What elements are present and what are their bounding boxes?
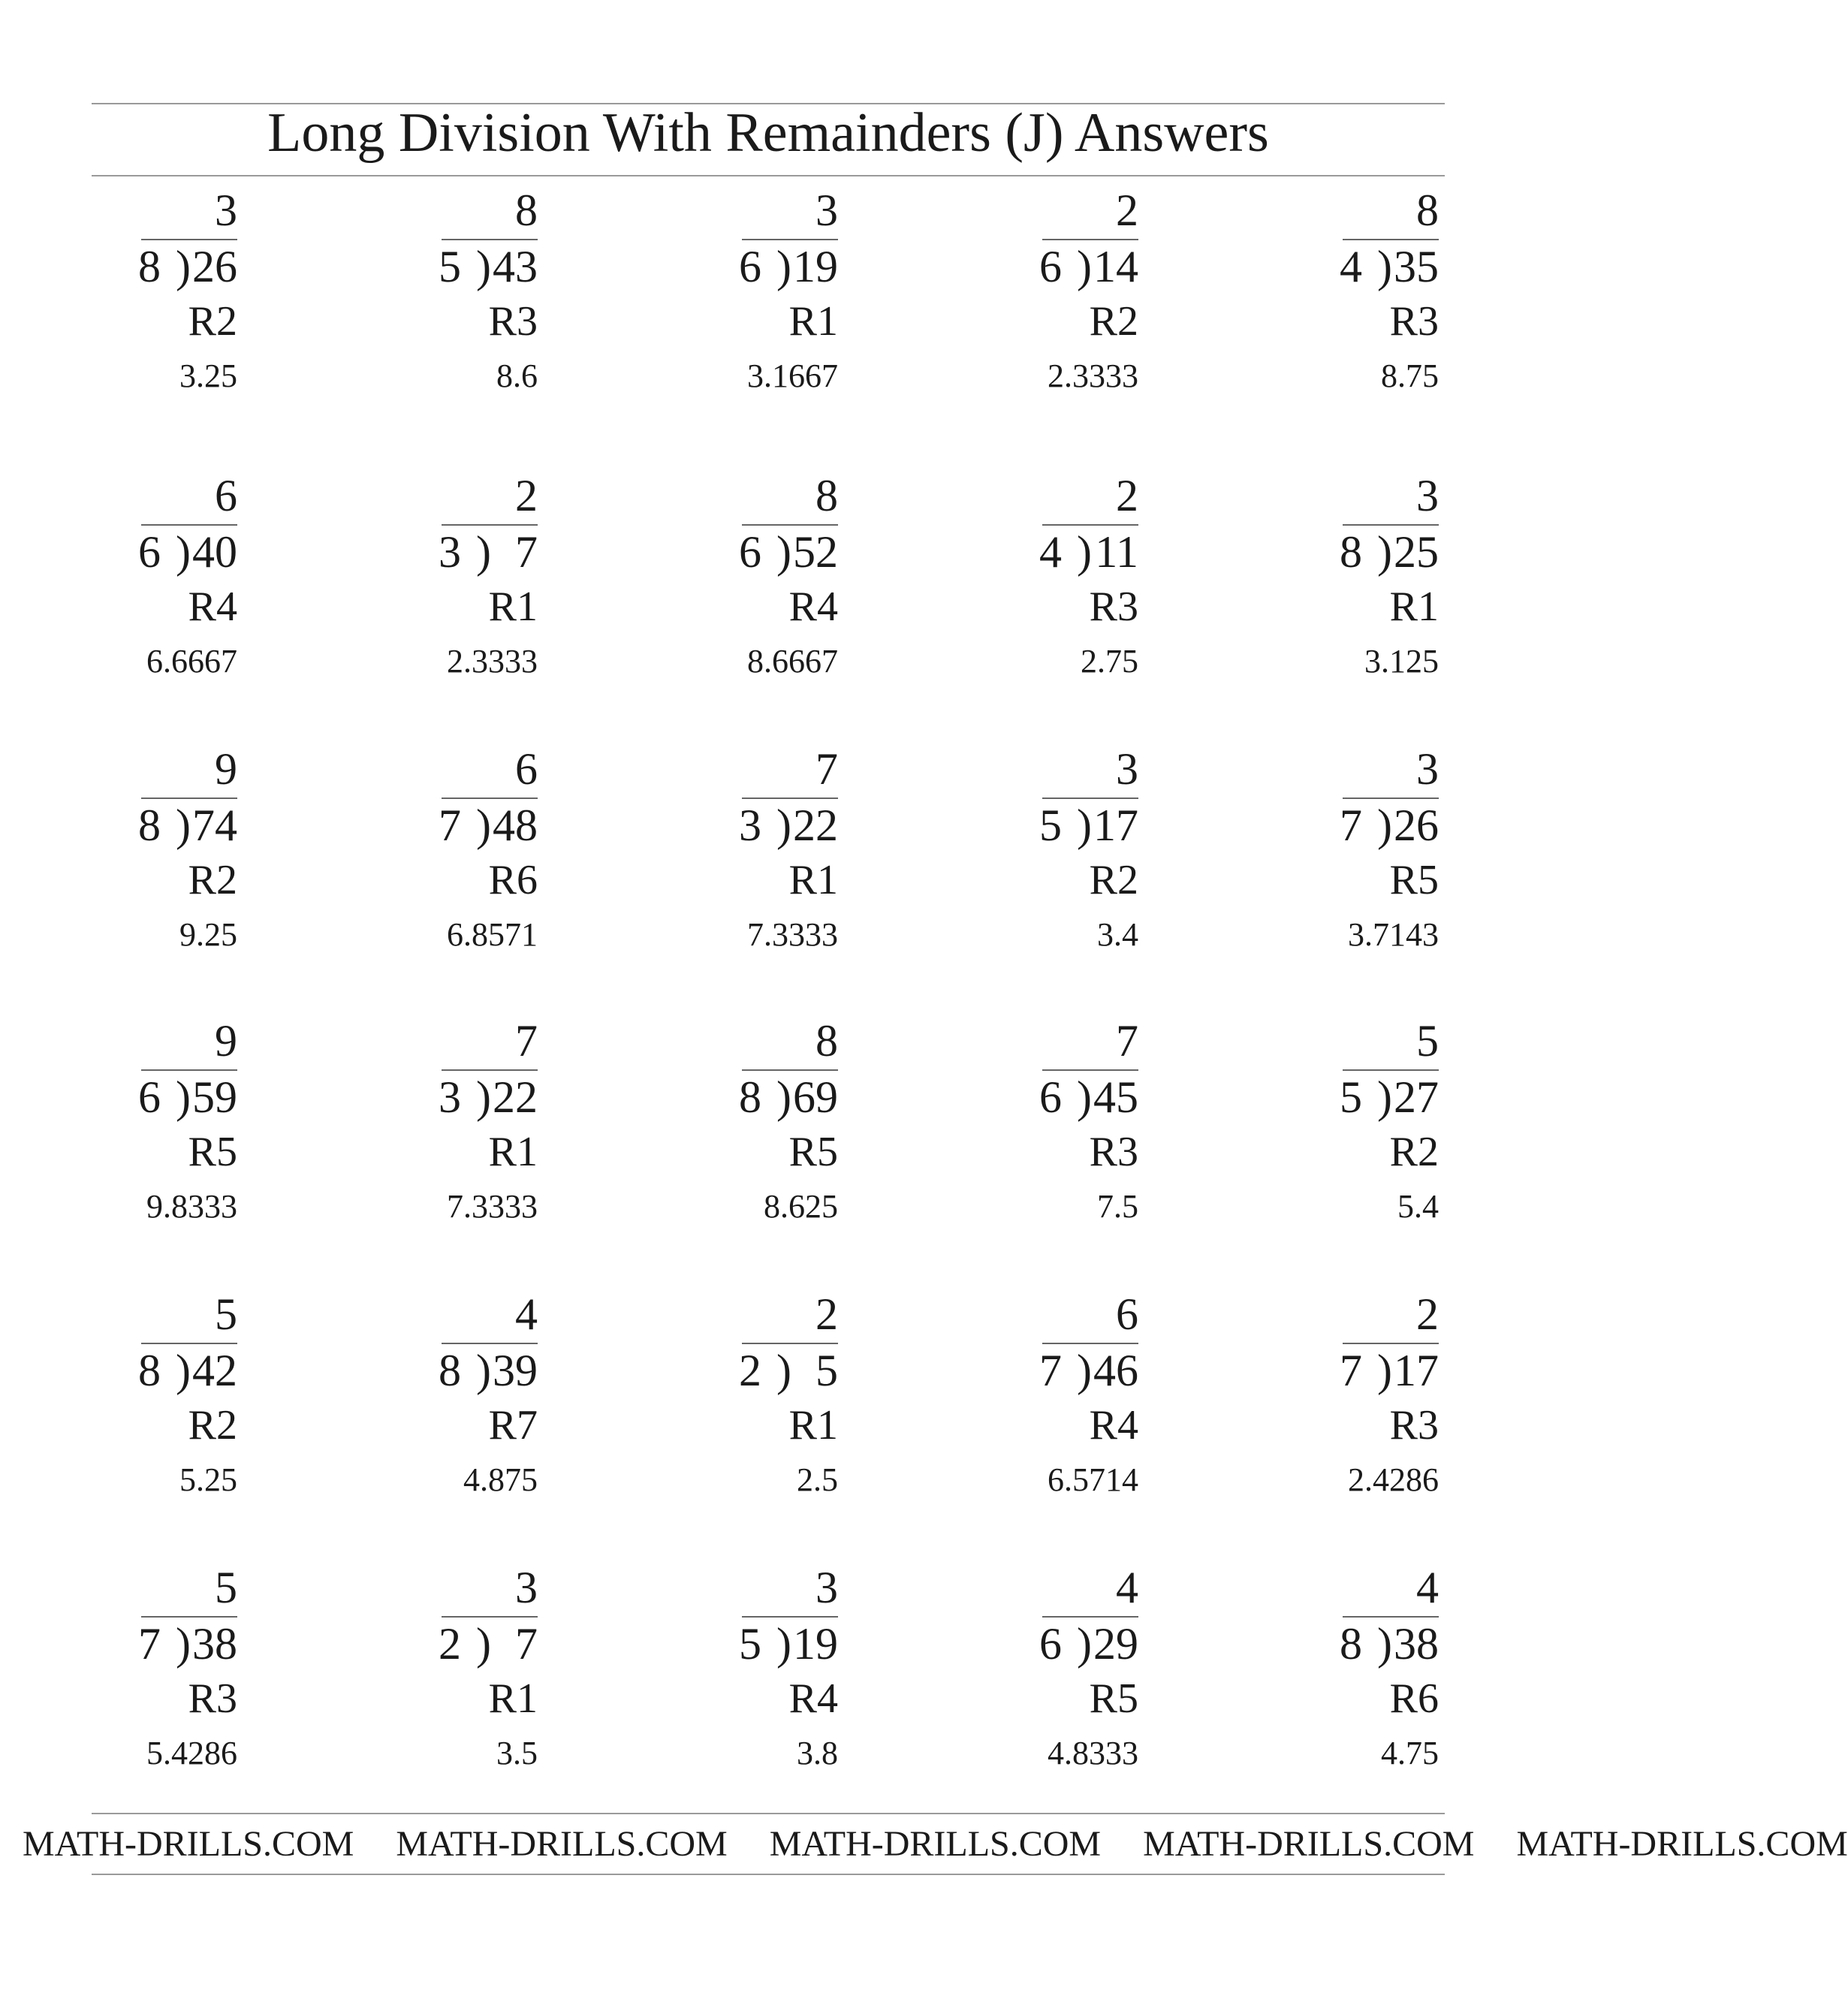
dividend: 11	[1095, 527, 1138, 577]
division-bar	[1042, 1616, 1138, 1618]
division-bracket: )	[776, 1346, 791, 1395]
decimal-answer: 4.75	[1381, 1735, 1439, 1771]
remainder: R1	[788, 1402, 838, 1449]
division-bar	[442, 524, 538, 526]
divisor: 4	[1039, 527, 1063, 577]
division-bracket: )	[476, 1072, 491, 1122]
remainder: R3	[188, 1675, 237, 1722]
division-problem	[958, 1290, 1138, 1508]
division-bar	[742, 524, 838, 526]
division-row	[1039, 1620, 1138, 1668]
dividend: 7	[515, 527, 538, 577]
dividend: 42	[192, 1346, 237, 1395]
division-row	[739, 1073, 838, 1121]
division-bracket: )	[1377, 1072, 1392, 1122]
footer-brand: MATH-DRILLS.COM	[23, 1824, 354, 1864]
division-row	[739, 243, 838, 291]
quotient: 9	[215, 1016, 237, 1066]
footer-brand: MATH-DRILLS.COM	[769, 1824, 1102, 1864]
divisor: 6	[1039, 1072, 1063, 1122]
divisor: 8	[138, 1346, 161, 1395]
divisor: 6	[138, 527, 161, 577]
division-problem	[658, 186, 838, 404]
quotient: 4	[1116, 1563, 1138, 1612]
dividend: 22	[793, 801, 838, 850]
quotient: 3	[515, 1563, 538, 1612]
decimal-answer: 4.8333	[1048, 1735, 1138, 1771]
quotient: 2	[515, 471, 538, 520]
division-bar	[1042, 1069, 1138, 1071]
divisor: 7	[1340, 801, 1363, 850]
division-row	[439, 1346, 538, 1395]
remainder: R1	[488, 1675, 538, 1722]
dividend: 5	[815, 1346, 838, 1395]
quotient: 6	[215, 471, 237, 520]
divisor: 6	[739, 527, 762, 577]
decimal-answer: 3.5	[496, 1735, 538, 1771]
division-problem	[1259, 1290, 1439, 1508]
division-bar	[141, 798, 237, 799]
division-row	[1340, 1620, 1439, 1668]
division-problem	[1259, 1563, 1439, 1781]
division-row	[1340, 801, 1439, 849]
division-bracket: )	[1077, 1619, 1092, 1669]
footer-brand: MATH-DRILLS.COM	[1516, 1824, 1848, 1864]
remainder: R4	[788, 1675, 838, 1722]
division-bracket: )	[1077, 242, 1092, 291]
remainder: R3	[1389, 298, 1439, 345]
divisor: 2	[439, 1619, 462, 1669]
division-problem	[357, 186, 538, 404]
division-row	[1340, 1073, 1439, 1121]
division-problem	[1259, 1017, 1439, 1235]
remainder: R2	[1389, 1129, 1439, 1175]
division-bar	[1343, 1616, 1439, 1618]
division-row	[739, 1346, 838, 1395]
division-row	[138, 528, 237, 576]
division-bar	[1343, 524, 1439, 526]
quotient: 3	[815, 1563, 838, 1612]
division-bar	[1343, 798, 1439, 799]
division-bar	[1042, 798, 1138, 799]
remainder: R3	[1089, 1129, 1138, 1175]
decimal-answer: 2.3333	[1048, 357, 1138, 394]
division-row	[138, 243, 237, 291]
divisor: 6	[1039, 242, 1063, 291]
division-row	[439, 528, 538, 576]
remainder: R2	[188, 298, 237, 345]
divisor: 5	[439, 242, 462, 291]
division-row	[1039, 528, 1138, 576]
divisor: 4	[1340, 242, 1363, 291]
decimal-answer: 7.3333	[747, 916, 838, 953]
division-problem	[658, 1017, 838, 1235]
decimal-answer: 3.7143	[1348, 916, 1439, 953]
dividend: 59	[192, 1072, 237, 1122]
division-problem	[1259, 745, 1439, 963]
division-bracket: )	[176, 527, 191, 577]
dividend: 52	[793, 527, 838, 577]
division-row	[739, 801, 838, 849]
division-row	[1039, 801, 1138, 849]
divisor: 5	[739, 1619, 762, 1669]
division-bracket: )	[776, 801, 791, 850]
decimal-answer: 3.4	[1097, 916, 1138, 953]
dividend: 38	[192, 1619, 237, 1669]
division-problem	[57, 745, 237, 963]
remainder: R5	[188, 1129, 237, 1175]
remainder: R3	[1389, 1402, 1439, 1449]
division-problem	[1259, 472, 1439, 689]
division-bracket: )	[176, 801, 191, 850]
remainder: R2	[1089, 298, 1138, 345]
remainder: R2	[1089, 857, 1138, 903]
quotient: 3	[215, 185, 237, 235]
remainder: R1	[488, 1129, 538, 1175]
decimal-answer: 9.25	[179, 916, 237, 953]
divisor: 3	[739, 801, 762, 850]
remainder: R3	[488, 298, 538, 345]
divisor: 5	[1039, 801, 1063, 850]
division-problem	[357, 1290, 538, 1508]
division-bar	[442, 798, 538, 799]
dividend: 27	[1394, 1072, 1439, 1122]
dividend: 48	[493, 801, 538, 850]
division-bracket: )	[476, 1619, 491, 1669]
quotient: 6	[1116, 1289, 1138, 1339]
dividend: 74	[192, 801, 237, 850]
division-problem	[57, 186, 237, 404]
remainder: R4	[188, 583, 237, 630]
decimal-answer: 3.125	[1364, 643, 1439, 680]
quotient: 8	[815, 471, 838, 520]
division-problem	[658, 745, 838, 963]
quotient: 5	[215, 1289, 237, 1339]
division-bracket: )	[1077, 1346, 1092, 1395]
division-problem	[57, 1017, 237, 1235]
quotient: 4	[515, 1289, 538, 1339]
remainder: R2	[188, 1402, 237, 1449]
division-problem	[658, 472, 838, 689]
division-bracket: )	[1377, 801, 1392, 850]
decimal-answer: 8.625	[764, 1188, 838, 1225]
divisor: 8	[138, 242, 161, 291]
remainder: R5	[1089, 1675, 1138, 1722]
quotient: 3	[1416, 471, 1439, 520]
division-row	[138, 1346, 237, 1395]
division-bar	[442, 1616, 538, 1618]
dividend: 38	[1394, 1619, 1439, 1669]
decimal-answer: 3.8	[797, 1735, 838, 1771]
decimal-answer: 8.6667	[747, 643, 838, 680]
dividend: 7	[515, 1619, 538, 1669]
dividend: 35	[1394, 242, 1439, 291]
dividend: 17	[1093, 801, 1138, 850]
remainder: R5	[1389, 857, 1439, 903]
division-row	[439, 1073, 538, 1121]
dividend: 17	[1394, 1346, 1439, 1395]
remainder: R6	[488, 857, 538, 903]
division-bar	[442, 1069, 538, 1071]
division-bar	[1343, 239, 1439, 240]
division-bar	[1343, 1069, 1439, 1071]
division-problem	[57, 1563, 237, 1781]
division-bracket: )	[176, 1619, 191, 1669]
division-row	[138, 1620, 237, 1668]
division-row	[1039, 1346, 1138, 1395]
dividend: 22	[493, 1072, 538, 1122]
quotient: 7	[1116, 1016, 1138, 1066]
division-row	[138, 801, 237, 849]
division-bracket: )	[1377, 1346, 1392, 1395]
dividend: 26	[1394, 801, 1439, 850]
dividend: 25	[1394, 527, 1439, 577]
division-bracket: )	[176, 1072, 191, 1122]
footer-brand: MATH-DRILLS.COM	[1143, 1824, 1475, 1864]
division-problem	[958, 472, 1138, 689]
decimal-answer: 7.5	[1097, 1188, 1138, 1225]
divisor: 8	[739, 1072, 762, 1122]
division-bracket: )	[776, 1619, 791, 1669]
division-bracket: )	[776, 527, 791, 577]
quotient: 4	[1416, 1563, 1439, 1612]
quotient: 7	[515, 1016, 538, 1066]
remainder: R6	[1389, 1675, 1439, 1722]
quotient: 8	[515, 185, 538, 235]
division-bracket: )	[476, 527, 491, 577]
decimal-answer: 9.8333	[146, 1188, 237, 1225]
division-bracket: )	[1377, 1619, 1392, 1669]
quotient: 3	[1416, 744, 1439, 794]
division-problem	[958, 186, 1138, 404]
division-problem	[958, 1017, 1138, 1235]
decimal-answer: 5.4286	[146, 1735, 237, 1771]
division-bar	[1343, 1343, 1439, 1344]
division-row	[739, 1620, 838, 1668]
dividend: 19	[793, 242, 838, 291]
division-bracket: )	[1077, 1072, 1092, 1122]
division-bar	[1042, 1343, 1138, 1344]
divisor: 3	[439, 527, 462, 577]
division-problem	[658, 1563, 838, 1781]
remainder: R4	[788, 583, 838, 630]
division-problem	[57, 472, 237, 689]
footer-banner	[23, 1822, 1848, 1867]
remainder: R1	[488, 583, 538, 630]
division-bar	[141, 1343, 237, 1344]
quotient: 9	[215, 744, 237, 794]
quotient: 2	[815, 1289, 838, 1339]
division-bracket: )	[776, 242, 791, 291]
divisor: 8	[1340, 527, 1363, 577]
dividend: 40	[192, 527, 237, 577]
division-bar	[141, 524, 237, 526]
remainder: R1	[1389, 583, 1439, 630]
division-problem	[357, 1563, 538, 1781]
division-bar	[1042, 524, 1138, 526]
decimal-answer: 3.25	[179, 357, 237, 394]
remainder: R5	[788, 1129, 838, 1175]
division-problem	[658, 1290, 838, 1508]
decimal-answer: 2.4286	[1348, 1461, 1439, 1498]
dividend: 19	[793, 1619, 838, 1669]
decimal-answer: 3.1667	[747, 357, 838, 394]
divisor: 6	[739, 242, 762, 291]
remainder: R4	[1089, 1402, 1138, 1449]
division-bar	[141, 1069, 237, 1071]
divisor: 7	[439, 801, 462, 850]
division-row	[1039, 1073, 1138, 1121]
title-underline	[92, 175, 1445, 176]
dividend: 69	[793, 1072, 838, 1122]
division-bar	[141, 239, 237, 240]
decimal-answer: 6.5714	[1048, 1461, 1138, 1498]
division-row	[1039, 243, 1138, 291]
remainder: R1	[788, 857, 838, 903]
quotient: 8	[815, 1016, 838, 1066]
decimal-answer: 5.4	[1397, 1188, 1439, 1225]
page-title: Long Division With Remainders (J) Answers	[267, 102, 1269, 164]
footer-brand: MATH-DRILLS.COM	[396, 1824, 728, 1864]
quotient: 8	[1416, 185, 1439, 235]
remainder: R7	[488, 1402, 538, 1449]
quotient: 6	[515, 744, 538, 794]
decimal-answer: 6.6667	[146, 643, 237, 680]
footer-top-rule	[92, 1813, 1445, 1814]
division-bracket: )	[1377, 527, 1392, 577]
decimal-answer: 6.8571	[447, 916, 538, 953]
division-problem	[357, 745, 538, 963]
divisor: 7	[138, 1619, 161, 1669]
dividend: 14	[1093, 242, 1138, 291]
division-bracket: )	[476, 1346, 491, 1395]
division-row	[138, 1073, 237, 1121]
dividend: 29	[1093, 1619, 1138, 1669]
quotient: 5	[1416, 1016, 1439, 1066]
remainder: R1	[788, 298, 838, 345]
divisor: 6	[1039, 1619, 1063, 1669]
decimal-answer: 7.3333	[447, 1188, 538, 1225]
decimal-answer: 4.875	[463, 1461, 538, 1498]
division-bar	[442, 1343, 538, 1344]
decimal-answer: 8.75	[1381, 357, 1439, 394]
divisor: 8	[138, 801, 161, 850]
dividend: 46	[1093, 1346, 1138, 1395]
quotient: 7	[815, 744, 838, 794]
division-bracket: )	[1077, 527, 1092, 577]
division-problem	[958, 1563, 1138, 1781]
division-problem	[357, 1017, 538, 1235]
division-bar	[442, 239, 538, 240]
division-bar	[742, 1343, 838, 1344]
division-problem	[357, 472, 538, 689]
division-problem	[57, 1290, 237, 1508]
division-bar	[742, 1616, 838, 1618]
division-bracket: )	[176, 242, 191, 291]
divisor: 8	[1340, 1619, 1363, 1669]
division-bracket: )	[1077, 801, 1092, 850]
divisor: 5	[1340, 1072, 1363, 1122]
divisor: 7	[1039, 1346, 1063, 1395]
division-bar	[141, 1616, 237, 1618]
decimal-answer: 8.6	[496, 357, 538, 394]
division-bar	[742, 1069, 838, 1071]
decimal-answer: 2.5	[797, 1461, 838, 1498]
quotient: 2	[1416, 1289, 1439, 1339]
division-bar	[742, 798, 838, 799]
decimal-answer: 2.75	[1081, 643, 1138, 680]
division-bracket: )	[776, 1072, 791, 1122]
dividend: 39	[493, 1346, 538, 1395]
decimal-answer: 2.3333	[447, 643, 538, 680]
divisor: 3	[439, 1072, 462, 1122]
division-row	[439, 243, 538, 291]
divisor: 6	[138, 1072, 161, 1122]
division-row	[1340, 528, 1439, 576]
quotient: 3	[1116, 744, 1138, 794]
divisor: 8	[439, 1346, 462, 1395]
quotient: 3	[815, 185, 838, 235]
dividend: 26	[192, 242, 237, 291]
division-bracket: )	[1377, 242, 1392, 291]
quotient: 5	[215, 1563, 237, 1612]
division-row	[1340, 243, 1439, 291]
division-bracket: )	[476, 242, 491, 291]
division-problem	[1259, 186, 1439, 404]
quotient: 2	[1116, 185, 1138, 235]
decimal-answer: 5.25	[179, 1461, 237, 1498]
footer-bottom-rule	[92, 1874, 1445, 1875]
divisor: 7	[1340, 1346, 1363, 1395]
division-bracket: )	[476, 801, 491, 850]
division-row	[739, 528, 838, 576]
division-bar	[742, 239, 838, 240]
divisor: 2	[739, 1346, 762, 1395]
division-bar	[1042, 239, 1138, 240]
dividend: 45	[1093, 1072, 1138, 1122]
division-row	[439, 1620, 538, 1668]
division-row	[1340, 1346, 1439, 1395]
remainder: R3	[1089, 583, 1138, 630]
quotient: 2	[1116, 471, 1138, 520]
division-row	[439, 801, 538, 849]
dividend: 43	[493, 242, 538, 291]
division-bracket: )	[176, 1346, 191, 1395]
division-problem	[958, 745, 1138, 963]
remainder: R2	[188, 857, 237, 903]
